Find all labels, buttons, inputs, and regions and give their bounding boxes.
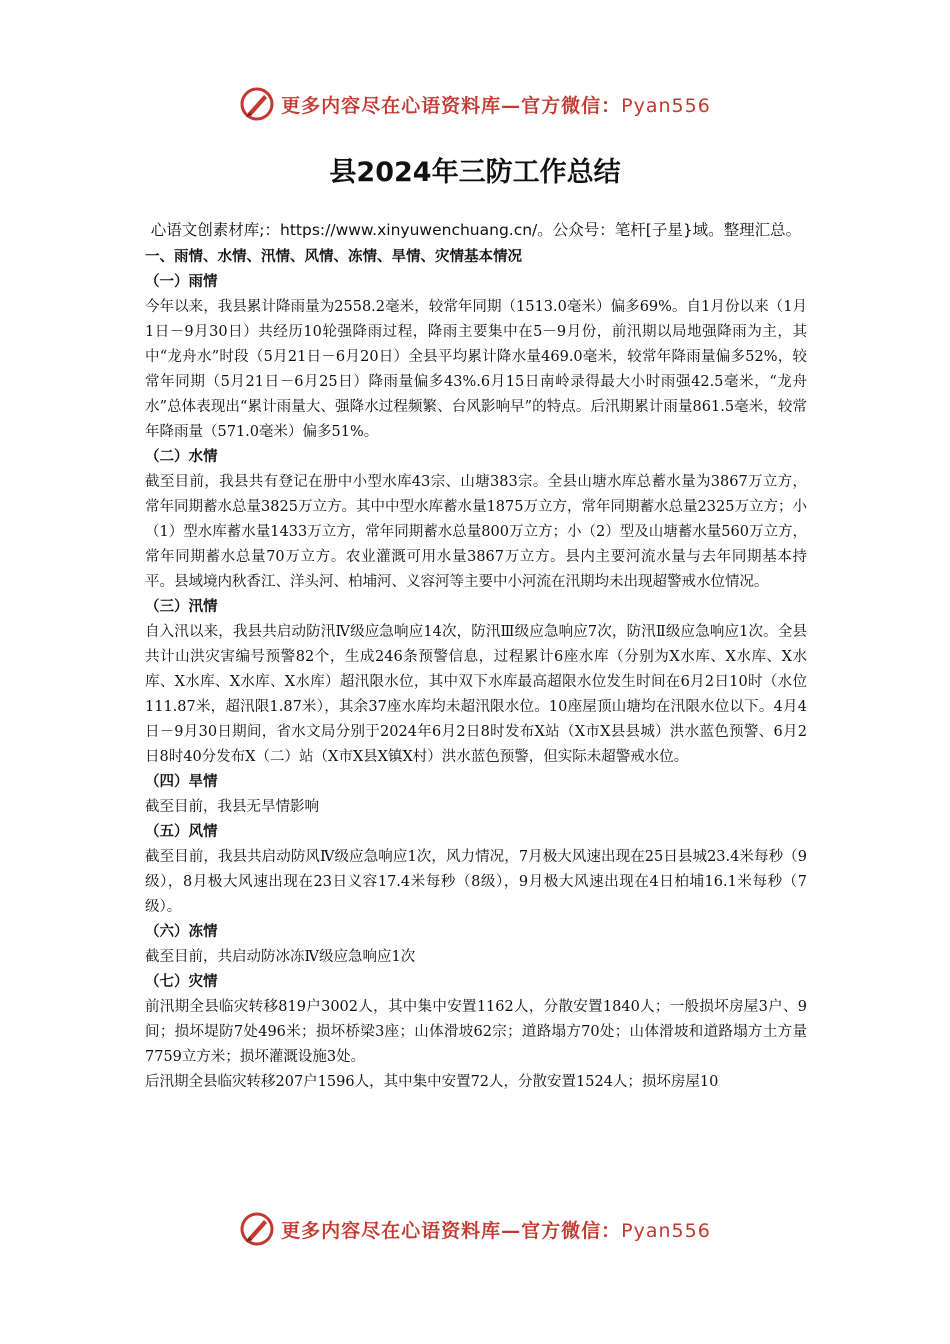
paragraph: 截至目前，共启动防冰冻Ⅳ级应急响应1次 (145, 949, 416, 965)
footer-banner (0, 1209, 950, 1249)
subsection-heading: （七）灾情 (145, 974, 218, 990)
section-rain (145, 270, 807, 445)
pen-circle-logo-icon (239, 1211, 275, 1247)
banner-wechat: Pyan556 (621, 1219, 711, 1242)
paragraph: 截至目前，我县共有登记在册中小型水库43宗、山塘383宗。全县山塘水库总蓄水量为3867万立方，常年同期蓄水总量3825万立方。其中中型水库蓄水量1875万立方，常年同期蓄水总量2325万立方；小（1）型水库蓄水量1433万立方，常年同期蓄水总量800万立方；小（2）型及山塘蓄水量560万立方，常年同期蓄水总量70万立方。农业灌溉可用水量3867万立方。县内主要河流水量与去年同期基本持平。县域境内秋香江、洋头河、柏埔河、义容河等主要中小河流在汛期均未出现超警戒水位情况。 (145, 474, 807, 590)
paragraph: 今年以来，我县累计降雨量为2558.2毫米，较常年同期（1513.0毫米）偏多69%。自1月份以来（1月1日－9月30日）共经历10轮强降雨过程，降雨主要集中在5－9月份，前汛期以局地强降雨为主，其中“龙舟水”时段（5月21日－6月20日）全县平均累计降水量469.0毫米，较常年降雨量偏多52%，较常年同期（5月21日－6月25日）降雨量偏多43%.6月15日南岭录得最大小时雨强42.5毫米，“龙舟水”总体表现出“累计雨量大、强降水过程频繁、台风影响早”的特点。后汛期累计雨量861.5毫米，较常年降雨量（571.0毫米）偏多51%。 (145, 299, 807, 440)
paragraph: 截至目前，我县无旱情影响 (145, 799, 319, 815)
paragraph: 后汛期全县临灾转移207户1596人，其中集中安置72人，分散安置1524人；损坏房屋10 (145, 1074, 719, 1090)
section-heading: 一、雨情、水情、汛情、风情、冻情、旱情、灾情基本情况 (145, 249, 522, 265)
paragraph: 自入汛以来，我县共启动防汛Ⅳ级应急响应14次，防汛Ⅲ级应急响应7次，防汛Ⅱ级应急响应1次。全县共计山洪灾害编号预警82个，生成246条预警信息，过程累计6座水库（分别为X水库、X水库、X水库、X水库、X水库、X水库）超汛限水位，其中双下水库最高超限水位发生时间在6月2日10时（水位111.87米，超汛限1.87米），其余37座水库均未超汛限水位。10座屋顶山塘均在汛限水位以下。4月4日－9月30日期间，省水文局分别于2024年6月2日8时发布X站（X市X县县城）洪水蓝色预警、6月2日8时40分发布X（二）站（X市X县X镇X村）洪水蓝色预警，但实际未超警戒水位。 (145, 624, 807, 765)
section-drought (145, 770, 807, 820)
subsection-heading: （一）雨情 (145, 274, 218, 290)
banner-wechat: Pyan556 (621, 94, 711, 117)
subsection-heading: （三）汛情 (145, 599, 218, 615)
subsection-heading: （六）冻情 (145, 924, 218, 940)
section-wind (145, 820, 807, 920)
subsection-heading: （二）水情 (145, 449, 218, 465)
section-water (145, 445, 807, 595)
section-freeze (145, 920, 807, 970)
paragraph: 前汛期全县临灾转移819户3002人，其中集中安置1162人，分散安置1840人；一般损坏房屋3户、9间；损坏堤防7处496米；损坏桥梁3座；山体滑坡62宗；道路塌方70处；山体滑坡和道路塌方土方量7759立方米；损坏灌溉设施3处。 (145, 999, 807, 1065)
document-body (145, 218, 807, 1095)
pen-circle-logo-icon (239, 86, 275, 122)
banner-text: 更多内容尽在心语资料库—官方微信：Pyan556 (281, 1219, 711, 1242)
section-disaster (145, 970, 807, 1095)
source-line: 心语文创素材库;：https://www.xinyuwenchuang.cn/。公众号：笔杆[子星}域。整理汇总。 (150, 221, 802, 239)
banner-text: 更多内容尽在心语资料库—官方微信：Pyan556 (281, 94, 711, 117)
subsection-heading: （四）旱情 (145, 774, 218, 790)
paragraph: 截至目前，我县共启动防风Ⅳ级应急响应1次，风力情况，7月极大风速出现在25日县城23.4米每秒（9级），8月极大风速出现在23日义容17.4米每秒（8级），9月极大风速出现在4日柏埔16.1米每秒（7级）。 (145, 849, 807, 915)
document-title: 县2024年三防工作总结 (329, 157, 621, 188)
section-flood (145, 595, 807, 770)
subsection-heading: （五）风情 (145, 824, 218, 840)
header-banner (0, 84, 950, 124)
